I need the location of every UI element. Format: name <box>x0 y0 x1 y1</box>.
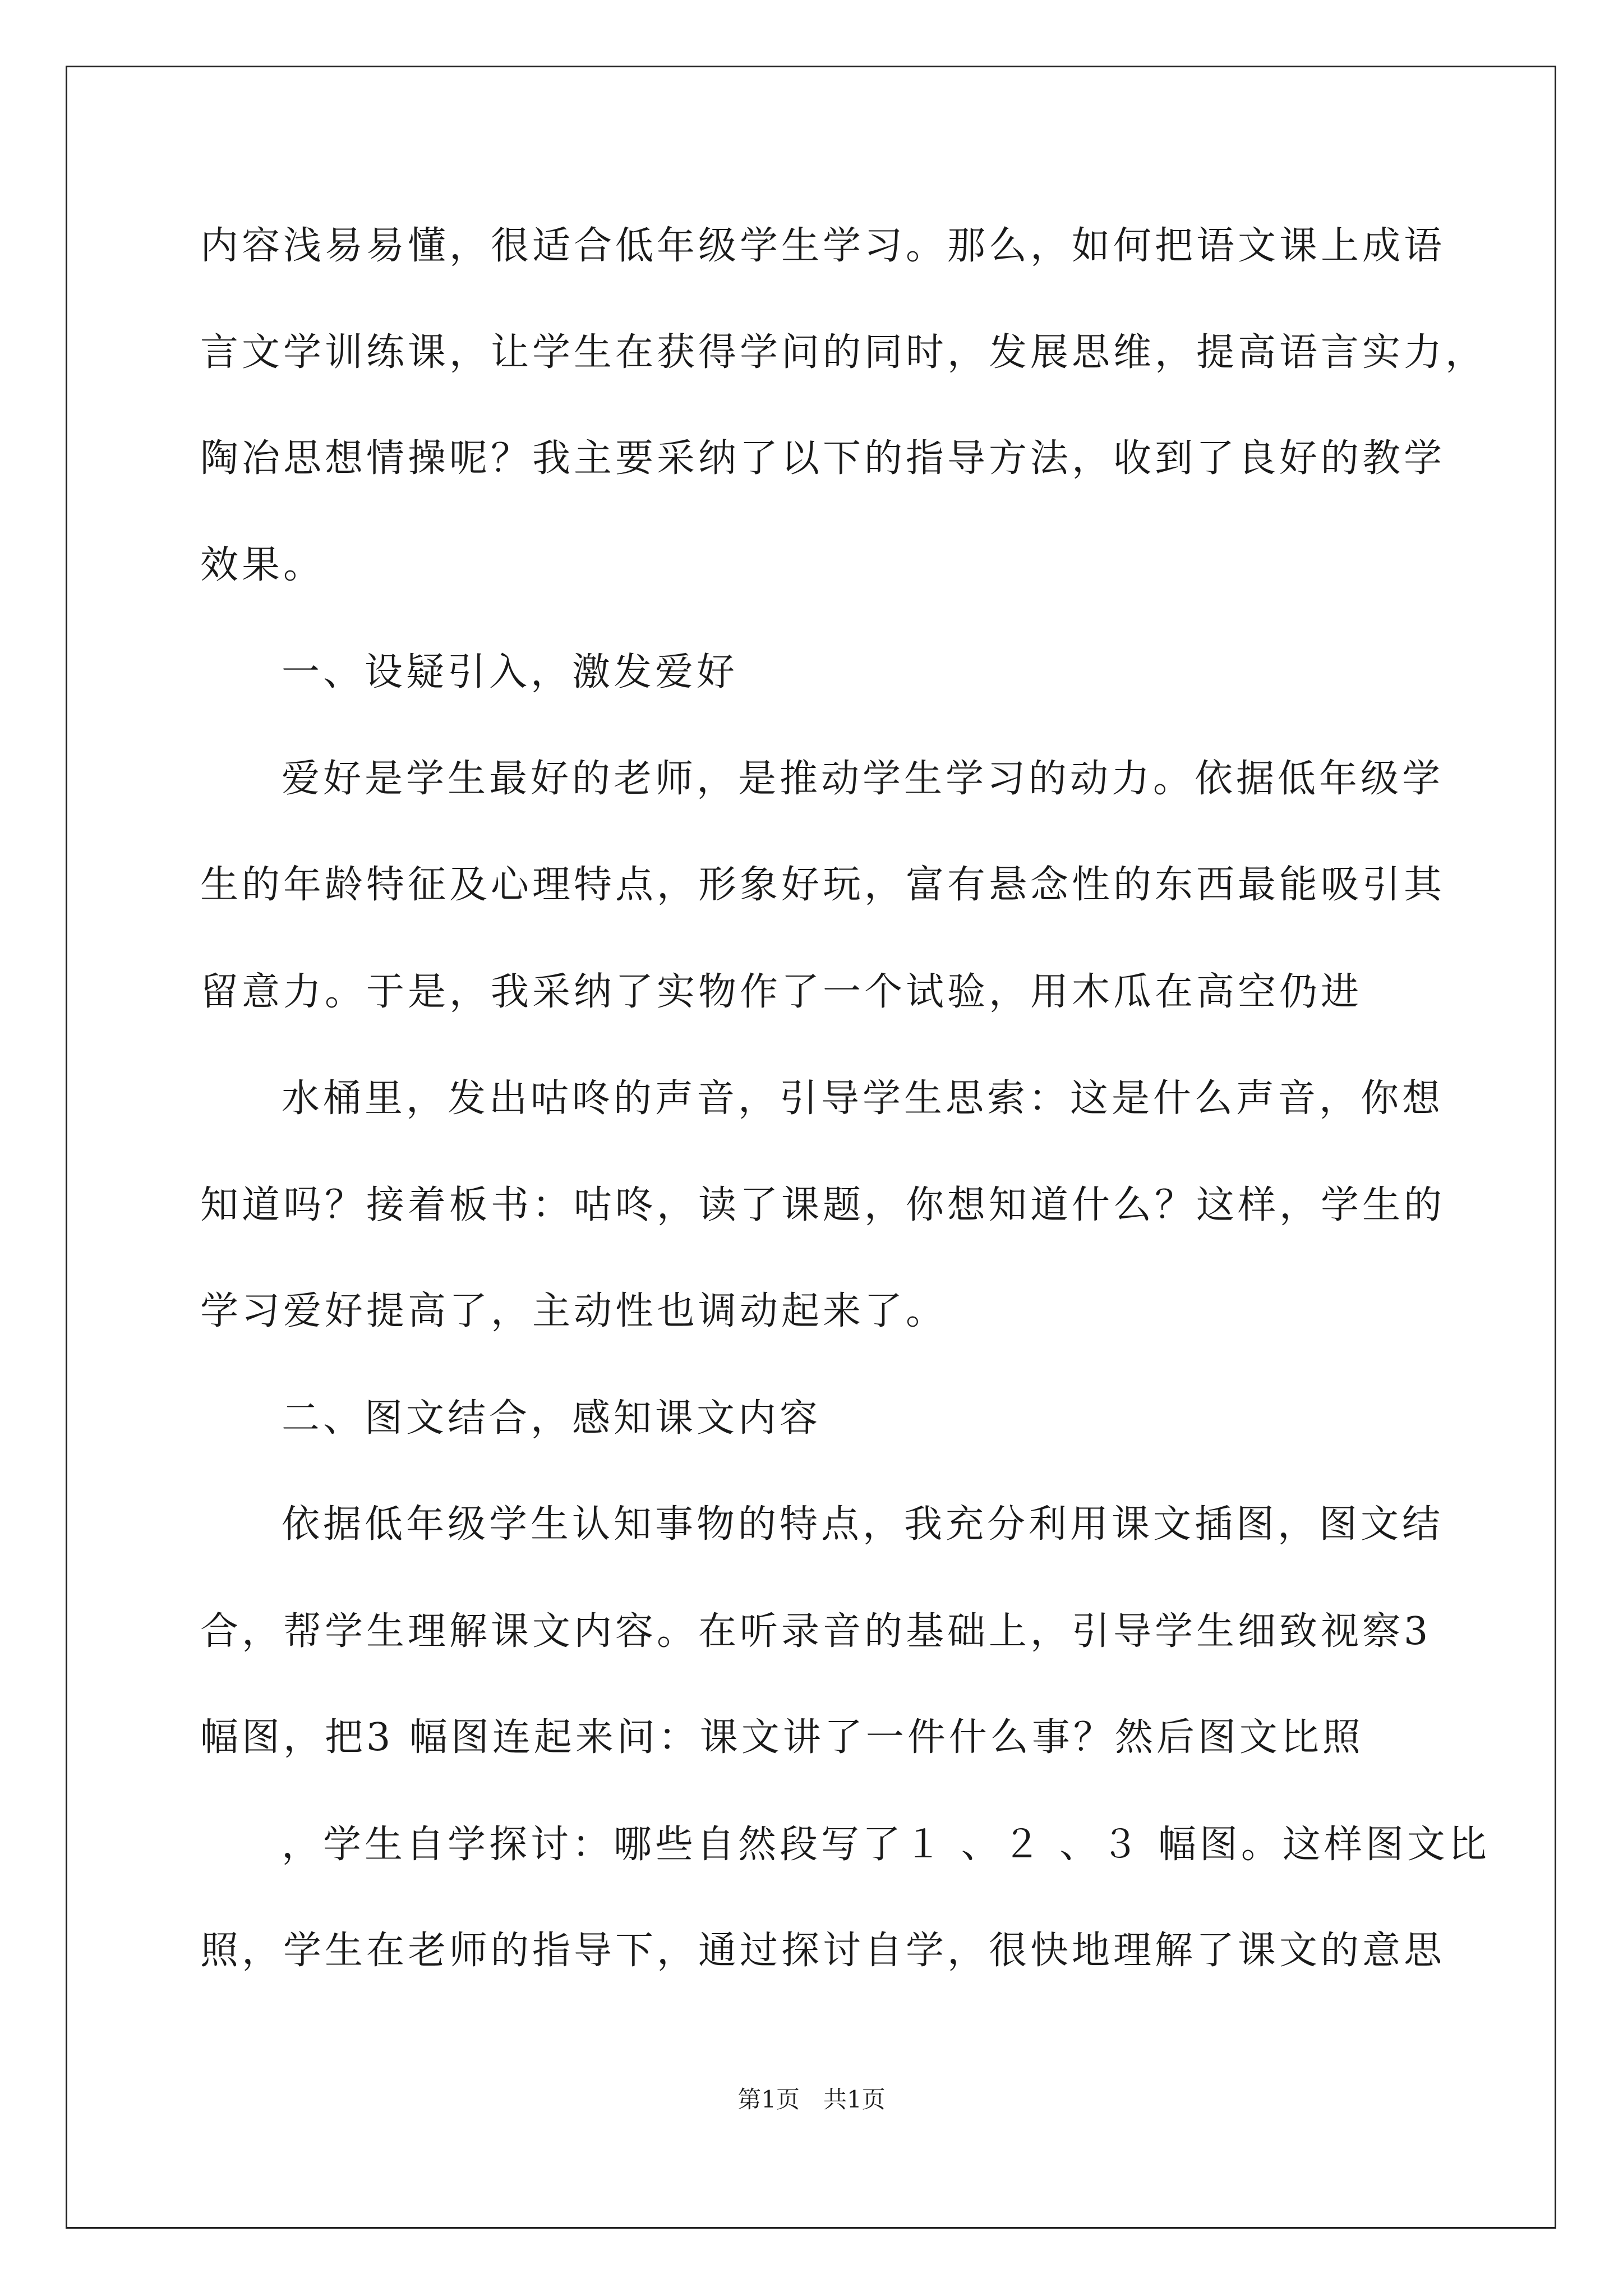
section-heading: 一、设疑引入，激发爱好 <box>282 650 739 694</box>
text-line: ，学生自学探讨：哪些自然段写了１ 、２ 、３ 幅图。这样图文比 <box>282 1823 1490 1867</box>
text-line: 效果。 <box>200 543 325 587</box>
text-line: 生的年龄特征及心理特点，形象好玩，富有悬念性的东西最能吸引其 <box>200 863 1446 907</box>
text-line: 言文学训练课，让学生在获得学问的同时，发展思维，提高语言实力， <box>200 330 1487 375</box>
section-heading: 二、图文结合，感知课文内容 <box>282 1396 822 1441</box>
text-line: 知道吗？接着板书：咕咚，读了课题，你想知道什么？这样，学生的 <box>200 1183 1446 1227</box>
text-line: 水桶里，发出咕咚的声音，引导学生思索：这是什么声音，你想 <box>282 1076 1444 1121</box>
page-border <box>66 66 1556 2229</box>
text-line: 幅图，把3 幅图连起来问：课文讲了一件什么事？然后图文比照 <box>200 1715 1364 1760</box>
text-line: 留意力。于是，我采纳了实物作了一个试验，用木瓜在高空仍进 <box>200 970 1363 1014</box>
text-line: 合，帮学生理解课文内容。在听录音的基础上，引导学生细致视察3 <box>200 1609 1432 1654</box>
text-line: 陶冶思想情操呢？我主要采纳了以下的指导方法，收到了良好的教学 <box>200 436 1446 481</box>
text-line: 学习爱好提高了，主动性也调动起来了。 <box>200 1289 948 1333</box>
text-line: 依据低年级学生认知事物的特点，我充分利用课文插图，图文结 <box>282 1502 1444 1547</box>
text-line: 内容浅易易懂，很适合低年级学生学习。那么，如何把语文课上成语 <box>200 224 1446 268</box>
text-line: 爱好是学生最好的老师，是推动学生学习的动力。依据低年级学 <box>282 757 1444 801</box>
text-line: 照，学生在老师的指导下，通过探讨自学，很快地理解了课文的意思 <box>200 1929 1446 1973</box>
page-footer: 第1页 共1页 <box>737 2086 886 2113</box>
